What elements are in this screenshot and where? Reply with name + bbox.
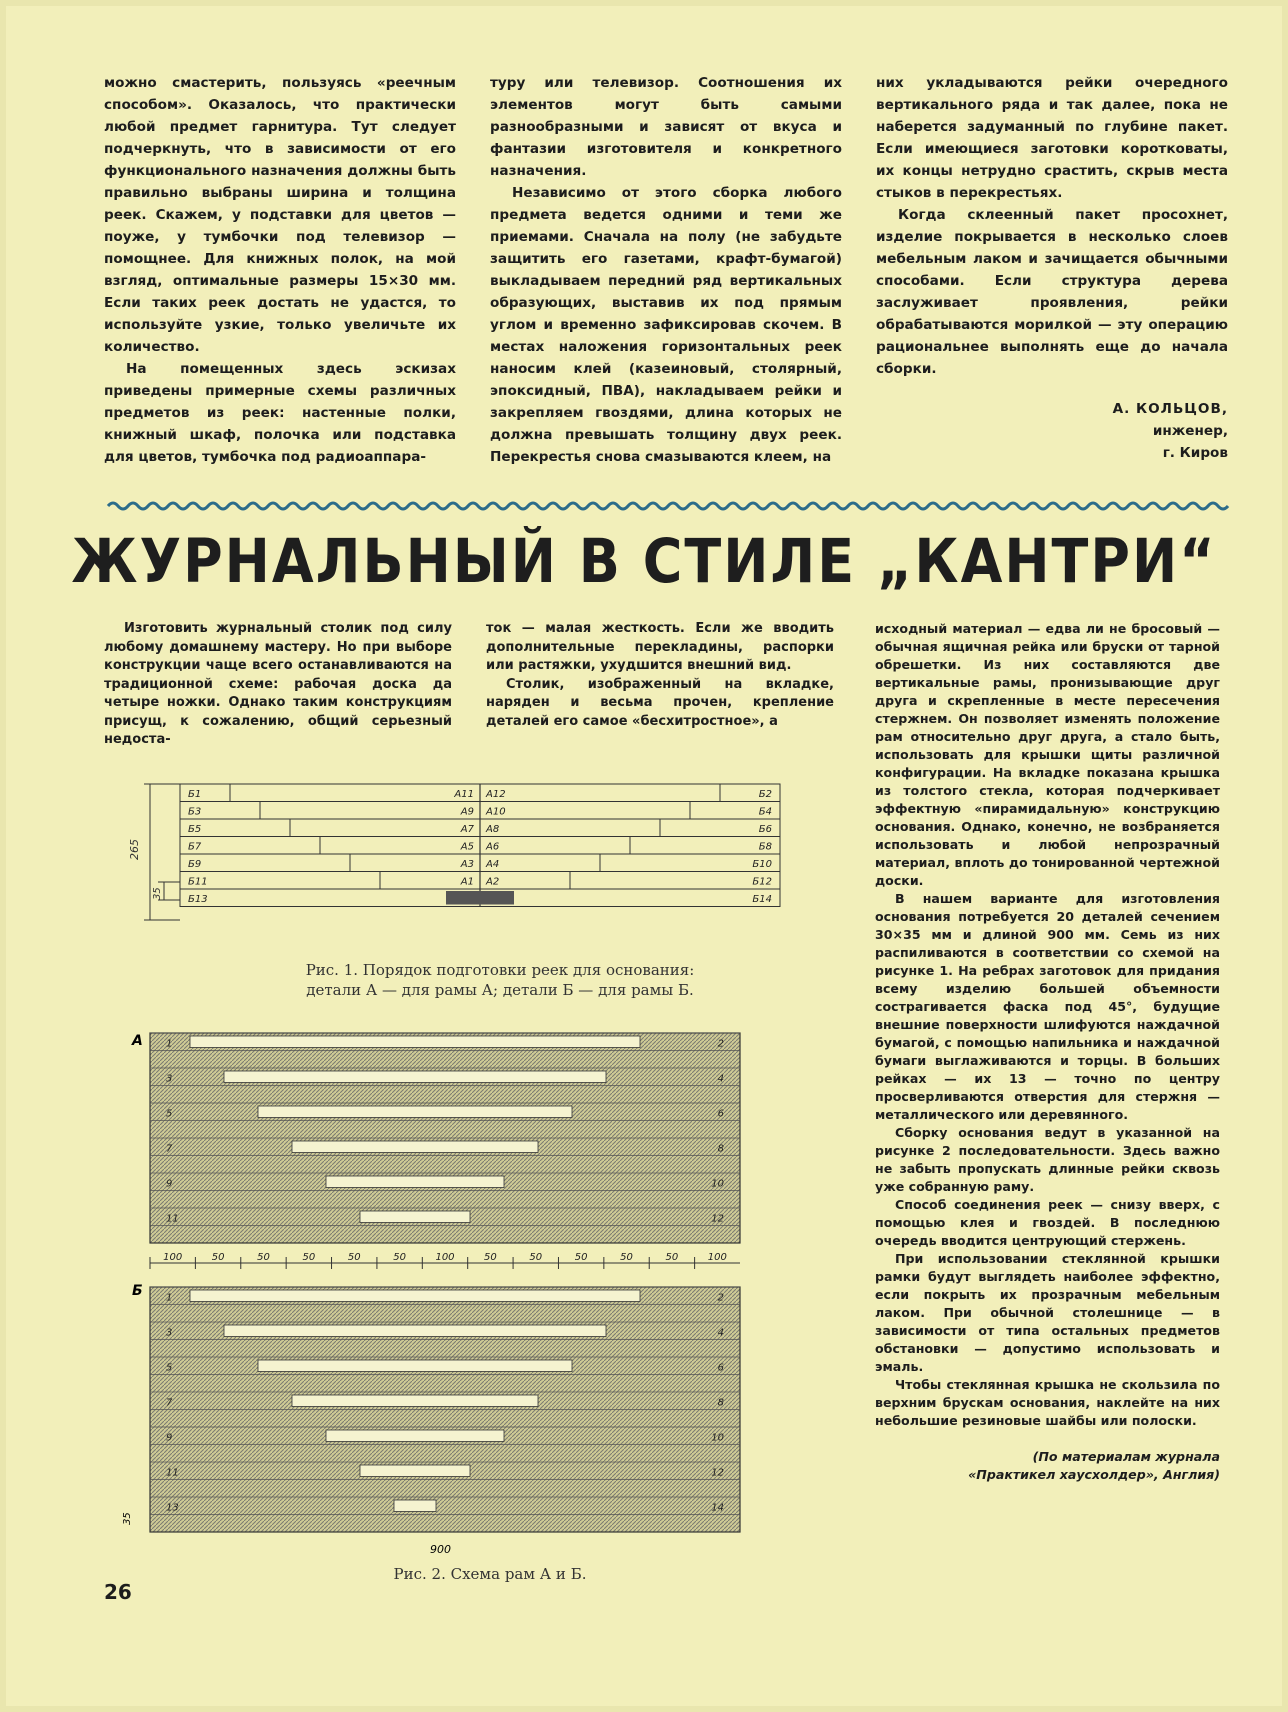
frame-rail bbox=[224, 1071, 606, 1083]
fig1-label-right: Б10 bbox=[752, 859, 772, 870]
dimension-value: 50 bbox=[529, 1252, 543, 1263]
frame-rail-number: 1 bbox=[166, 1038, 173, 1050]
frame-rail bbox=[326, 1176, 504, 1188]
dimension-value: 50 bbox=[211, 1252, 225, 1263]
fig1-rows bbox=[180, 784, 780, 907]
figure-1-cutting-diagram bbox=[128, 782, 840, 922]
frame-rail-number: 5 bbox=[166, 1108, 173, 1120]
intro-col1-para: Изготовить журнальный столик под силу любому домашнему мастеру. Но при выборе конструкции чаще всего останавливаются на традиционной схеме: рабочая доска да четыре ножки. Однако таким конструкциям присущ, к сожалению, общий серьезный недоста- bbox=[104, 621, 452, 747]
frame-rail-number: 10 bbox=[711, 1178, 724, 1190]
top-col-3 bbox=[876, 72, 1228, 468]
source-line-2: «Практикел хаусхолдер», Англия) bbox=[968, 1467, 1220, 1482]
frame-rail-number: 14 bbox=[711, 1502, 724, 1514]
frame-rail-number: 8 bbox=[717, 1397, 724, 1409]
frame-rail-number: 1 bbox=[166, 1292, 173, 1304]
frame-a-label: А bbox=[132, 1033, 143, 1049]
top-col-2 bbox=[490, 72, 842, 468]
fig1-label-a-left: А1 bbox=[460, 876, 474, 888]
dimension-value: 100 bbox=[163, 1252, 183, 1263]
frame-rail-number: 12 bbox=[711, 1213, 724, 1225]
frame-b bbox=[150, 1287, 740, 1532]
frame-rail-number: 9 bbox=[166, 1178, 173, 1190]
article-headline: ЖУРНАЛЬНЫЙ В СТИЛЕ „КАНТРИ“ bbox=[71, 526, 1217, 597]
fig1-label-a-left: А7 bbox=[460, 824, 474, 835]
dimension-value: 50 bbox=[393, 1252, 406, 1263]
right-para-4: Способ соединения реек — снизу вверх, с помощью клея и гвоздей. В последнюю очередь вводится центрующий стержень. bbox=[875, 1197, 1220, 1248]
frame-rail-number: 3 bbox=[166, 1073, 173, 1085]
frame-rail bbox=[292, 1141, 538, 1153]
fig1-label-left: Б9 bbox=[188, 859, 202, 870]
frame-rail-number: 4 bbox=[717, 1327, 724, 1339]
frame-rail-number: 7 bbox=[166, 1397, 173, 1409]
fig1-label-right: Б12 bbox=[752, 876, 772, 888]
fig1-caption-line2: детали А — для рамы А; детали Б — для рамы Б. bbox=[306, 981, 694, 999]
top-col1-para1: можно смастерить, пользуясь «реечным способом». Оказалось, что практически любой предмет гарнитура. Тут следует подчеркнуть, что в зависимости от его функционального назначения должны быть правильно выбраны ширина и толщина реек. Скажем, у подставки для цветов — поуже, у тумбочки под телевизор — помощнее. Для книжных полок, на мой взгляд, оптимальные размеры 15×30 мм. Если таких реек достать не удастся, то используйте узкие, только увеличьте их количество. bbox=[104, 75, 456, 355]
fig1-label-left: Б1 bbox=[188, 789, 202, 800]
fig1-label-left: Б13 bbox=[188, 894, 208, 905]
frame-rail-number: 2 bbox=[717, 1038, 724, 1050]
right-para-3: Сборку основания ведут в указанной на рисунке 2 последовательности. Здесь важно не забыть пропускать длинные рейки сквозь уже собранную раму. bbox=[875, 1125, 1220, 1194]
frame-rail bbox=[360, 1211, 470, 1223]
frame-rail-number: 12 bbox=[711, 1467, 724, 1479]
fig1-label-right: Б14 bbox=[752, 894, 772, 905]
fig1-label-a-right: А12 bbox=[486, 789, 506, 800]
fig1-label-a-left: А3 bbox=[460, 859, 474, 870]
wavy-divider bbox=[108, 500, 1234, 512]
top-col2-para2: Независимо от этого сборка любого предмета ведется одними и теми же приемами. Сначала на полу (не забудьте защитить его газетами, крафт-бумагой) выкладываем передний ряд вертикальных образующих, выставив их под прямым углом и временно зафиксировав скочем. В местах наложения горизонтальных реек наносим клей (казеиновый, столярный, эпоксидный, ПВА), накладываем рейки и закрепляем гвоздями, длина которых не должна превышать толщину двух реек. Перекрестья снова смазываются клеем, на bbox=[490, 185, 842, 465]
intro-col2-para2: Столик, изображенный на вкладке, наряден и весьма прочен, крепление деталей его самое «бесхитростное», а bbox=[486, 676, 834, 729]
frame-rail-number: 6 bbox=[717, 1362, 724, 1374]
frame-rail-number: 7 bbox=[166, 1143, 173, 1155]
frame-rail-number: 13 bbox=[166, 1502, 179, 1514]
frame-rail bbox=[190, 1036, 640, 1048]
fig1-label-a-left: А11 bbox=[454, 789, 474, 800]
frame-rail bbox=[190, 1290, 640, 1302]
fig1-label-a-right: А10 bbox=[486, 806, 506, 818]
page-number: 26 bbox=[104, 1580, 132, 1604]
fig1-label-a-right: А8 bbox=[486, 824, 500, 835]
right-column bbox=[875, 620, 1220, 1484]
author-name: А. КОЛЬЦОВ, bbox=[1112, 401, 1228, 417]
fig1-center-notch bbox=[446, 891, 514, 905]
fig1-label-left: Б5 bbox=[188, 824, 202, 835]
frame-rail-number: 3 bbox=[166, 1327, 173, 1339]
top-col3-para1: них укладываются рейки очередного вертикального ряда и так далее, пока не наберется задуманный по глубине пакет. Если имеющиеся заготовки коротковаты, их концы нетрудно срастить, скрыв места стыков в перекрестьях. bbox=[876, 75, 1228, 201]
dimension-value: 100 bbox=[435, 1252, 455, 1263]
frame-rail-number: 9 bbox=[166, 1432, 173, 1444]
dimension-value: 50 bbox=[665, 1252, 679, 1263]
author-role: инженер, bbox=[1152, 423, 1228, 439]
frame-rail-number: 8 bbox=[717, 1143, 724, 1155]
intro-col-2 bbox=[486, 620, 834, 750]
right-para-5: При использовании стеклянной крышки рамки будут выглядеть наиболее эффектно, если покрыть их прозрачным мебельным лаком. При обычной столешнице — в зависимости от типа остальных предметов обстановки — допустимо использовать и эмаль. bbox=[875, 1251, 1220, 1374]
frame-rail-number: 2 bbox=[717, 1292, 724, 1304]
fig1-label-right: Б2 bbox=[758, 789, 772, 800]
fig1-dim-row: 35 bbox=[152, 887, 163, 900]
fig1-label-a-right: А2 bbox=[486, 876, 500, 888]
frame-rail-number: 10 bbox=[711, 1432, 724, 1444]
intro-col-1 bbox=[104, 620, 452, 750]
dimension-value: 50 bbox=[347, 1252, 361, 1263]
frame-rail-number: 5 bbox=[166, 1362, 173, 1374]
frame-rail bbox=[258, 1360, 572, 1372]
fig1-label-a-left: А9 bbox=[460, 806, 474, 818]
frame-rail bbox=[360, 1465, 470, 1477]
frame-rail-number: 4 bbox=[717, 1073, 724, 1085]
frame-a bbox=[150, 1033, 740, 1243]
fig1-label-a-right: А4 bbox=[486, 859, 500, 870]
right-para-6: Чтобы стеклянная крышка не скользила по верхним брускам основания, наклейте на них небольшие резиновые шайбы или полоски. bbox=[875, 1377, 1220, 1428]
frame-b-label: Б bbox=[132, 1283, 143, 1299]
top-col3-para2: Когда склеенный пакет просохнет, изделие покрывается в несколько слоев мебельным лаком и зачищается обычными способами. Если структура дерева заслуживает проявления, рейки обрабатываются морилкой — эту операцию рациональнее выполнять еще до начала сборки. bbox=[876, 207, 1228, 377]
fig2-dim-length: 900 bbox=[430, 1543, 451, 1556]
intro-columns bbox=[104, 620, 834, 750]
dimension-value: 50 bbox=[484, 1252, 497, 1263]
frame-rail-number: 11 bbox=[166, 1213, 179, 1225]
frame-rail-number: 6 bbox=[717, 1108, 724, 1120]
dimension-value: 50 bbox=[620, 1252, 633, 1263]
fig1-label-a-right: А6 bbox=[486, 841, 500, 853]
dimension-value: 50 bbox=[302, 1252, 316, 1263]
fig1-dim-total: 265 bbox=[128, 839, 141, 860]
frame-rail bbox=[326, 1430, 504, 1442]
right-para-2: В нашем варианте для изготовления основания потребуется 20 деталей сечением 30×35 мм и длиной 900 мм. Семь из них распиливаются в соответствии со схемой на рисунке 1. На ребрах заготовок для придания всему изделию большей объемности сострагивается фаска под 45°, будущие внешние поверхности шлифуются наждачной бумагой, с помощью напильника и наждачной бумаги выглаживаются и торцы. В больших рейках — их 13 — точно по центру просверливаются отверстия для стержня — металлического или деревянного. bbox=[875, 891, 1220, 1122]
source-line-1: (По материалам журнала bbox=[1032, 1449, 1220, 1464]
frame-rail bbox=[292, 1395, 538, 1407]
dimension-value: 50 bbox=[257, 1252, 270, 1263]
fig1-label-right: Б6 bbox=[758, 824, 772, 835]
top-article bbox=[104, 72, 1228, 468]
fig1-label-right: Б4 bbox=[758, 806, 772, 818]
frame-rail-number: 11 bbox=[166, 1467, 179, 1479]
figure-1-caption bbox=[240, 960, 760, 1000]
fig1-label-right: Б8 bbox=[758, 841, 772, 853]
figure-2-frames-diagram bbox=[120, 1025, 820, 1555]
figure-2-caption: Рис. 2. Схема рам А и Б. bbox=[393, 1565, 587, 1583]
right-para-1: исходный материал — едва ли не бросовый — обычная ящичная рейка или бруски от тарной обрешетки. Из них составляются две вертикальные рамы, пронизывающие друг друга и скрепленные в месте пересечения стержнем. Он позволяет изменять положение рам относительно друг друга, а стало быть, использовать для крышки щиты различной конфигурации. На вкладке показана крышка из толстого стекла, которая подчеркивает эффектную «пирамидальную» конструкцию основания. Однако, конечно, не возбраняется использовать и любой непрозрачный материал, вплоть до тонированной чертежной доски. bbox=[875, 621, 1220, 888]
fig1-label-left: Б7 bbox=[188, 841, 202, 853]
dimension-value: 100 bbox=[707, 1252, 727, 1263]
fig1-label-left: Б11 bbox=[188, 876, 208, 888]
fig1-label-left: Б3 bbox=[188, 806, 202, 818]
fig1-caption-line1: Рис. 1. Порядок подготовки реек для основания: bbox=[305, 961, 695, 979]
top-col1-para2: На помещенных здесь эскизах приведены примерные схемы различных предметов из реек: настенные полки, книжный шкаф, полочка или подставка для цветов, тумбочка под радиоаппара- bbox=[104, 361, 456, 465]
fig2-dim-row: 35 bbox=[122, 1512, 133, 1525]
dimension-value: 50 bbox=[574, 1252, 588, 1263]
frame-rail bbox=[224, 1325, 606, 1337]
frame-rail bbox=[394, 1500, 436, 1512]
frame-dimension-row bbox=[150, 1252, 740, 1269]
frame-rail bbox=[258, 1106, 572, 1118]
top-col-1 bbox=[104, 72, 456, 468]
author-city: г. Киров bbox=[1162, 445, 1228, 461]
intro-col2-para1: ток — малая жесткость. Если же вводить дополнительные перекладины, распорки или растяжки, ухудшится внешний вид. bbox=[486, 621, 834, 673]
source-note bbox=[875, 1448, 1220, 1484]
top-col2-para1: туру или телевизор. Соотношения их элементов могут быть самыми разнообразными и зависят от вкуса и фантазии изготовителя и конкретного назначения. bbox=[490, 75, 842, 179]
author-signature bbox=[876, 398, 1228, 464]
fig1-label-a-left: А5 bbox=[460, 841, 474, 853]
